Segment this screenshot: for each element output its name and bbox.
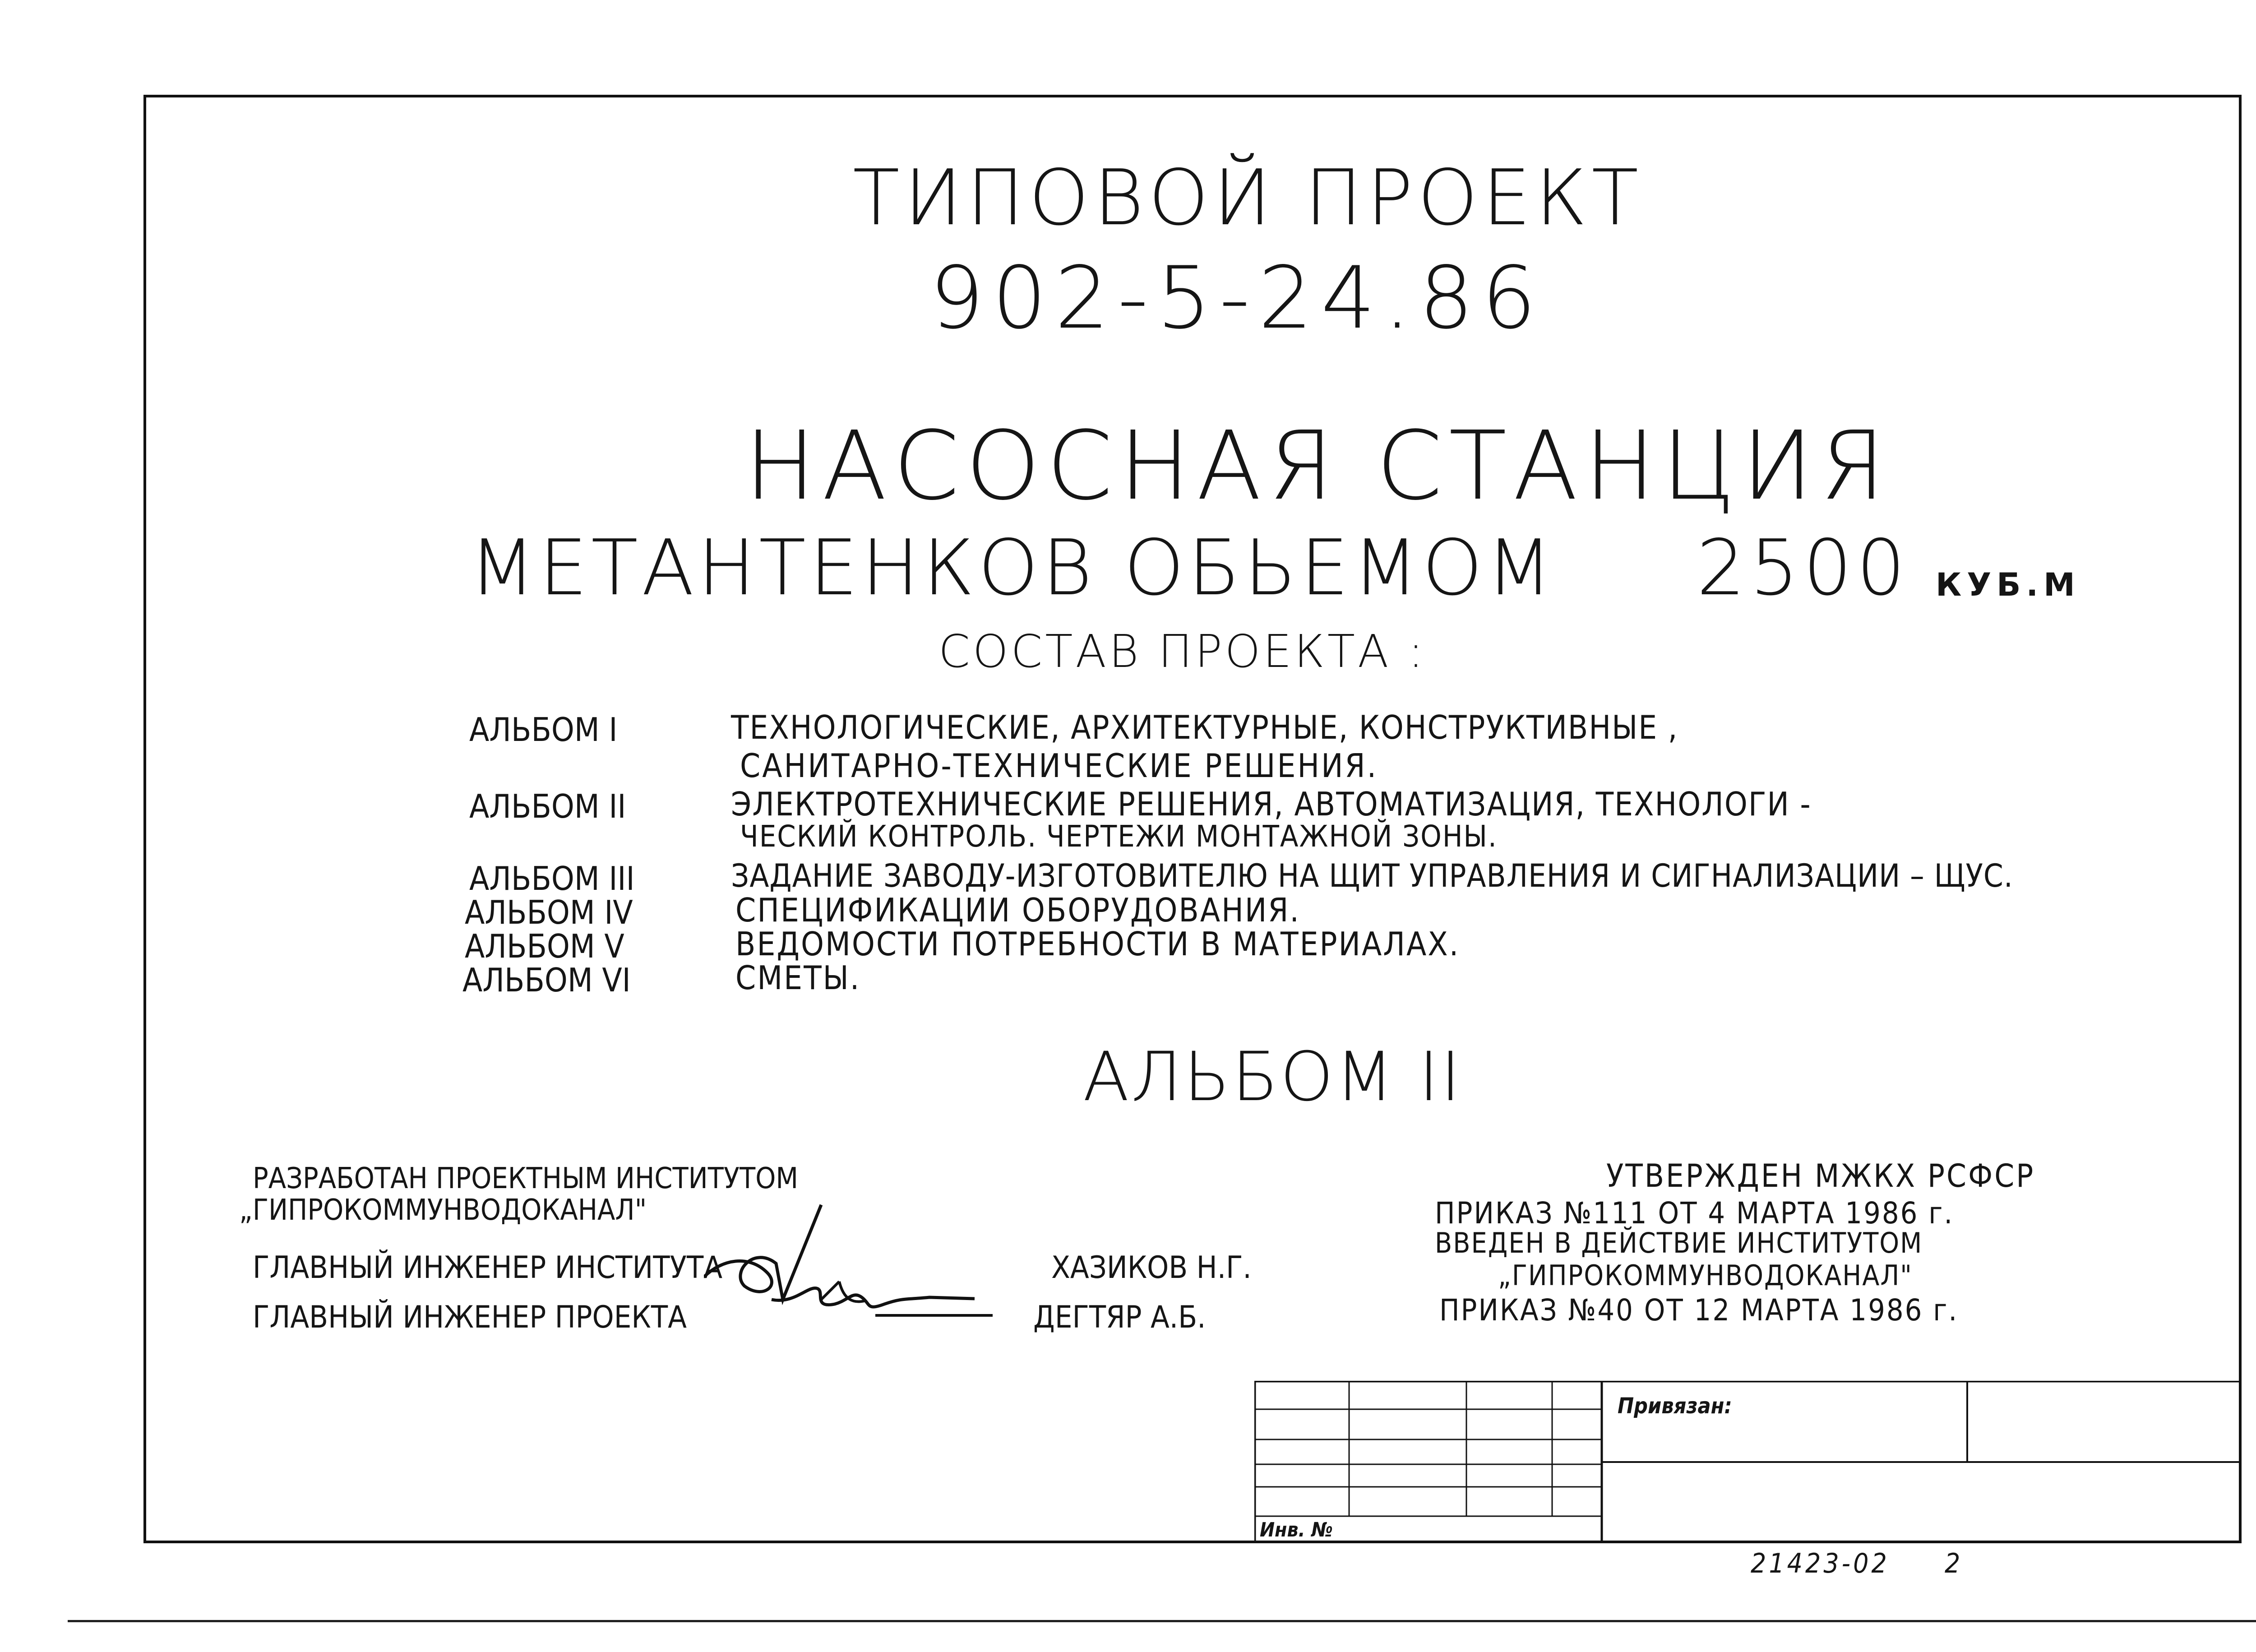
album-label: АЛЬБОМ V bbox=[465, 927, 624, 965]
trim-line bbox=[68, 1620, 2256, 1622]
title-block bbox=[1254, 1381, 2242, 1543]
album-description: ЭЛЕКТРОТЕХНИЧЕСКИЕ РЕШЕНИЯ, АВТОМАТИЗАЦИЯ, ТЕХНОЛОГИ - bbox=[731, 785, 1812, 823]
album-description: ЗАДАНИЕ ЗАВОДУ-ИЗГОТОВИТЕЛЮ НА ЩИТ УПРАВЛЕНИЯ И СИГНАЛИЗАЦИИ – ЩУС. bbox=[731, 857, 2013, 894]
signature-graphic bbox=[704, 1196, 993, 1349]
bound-label: Привязан: bbox=[1618, 1393, 1732, 1419]
introduction-order: ПРИКАЗ №40 ОТ 12 МАРТА 1986 г. bbox=[1439, 1293, 1959, 1328]
developer-line: РАЗРАБОТАН ПРОЕКТНЫМ ИНСТИТУТОМ bbox=[253, 1162, 799, 1195]
album-description: ЧЕСКИЙ КОНТРОЛЬ. ЧЕРТЕЖИ МОНТАЖНОЙ ЗОНЫ. bbox=[740, 819, 1498, 854]
volume-unit: КУБ.М bbox=[1936, 566, 2080, 603]
album-label: АЛЬБОМ IV bbox=[465, 893, 633, 931]
album-description: СМЕТЫ. bbox=[735, 959, 861, 997]
album-label: АЛЬБОМ III bbox=[469, 860, 635, 898]
project-type-label: ТИПОВОЙ ПРОЕКТ bbox=[853, 153, 1643, 243]
album-label: АЛЬБОМ II bbox=[469, 787, 626, 825]
composition-heading: СОСТАВ ПРОЕКТА : bbox=[938, 625, 1426, 678]
approval-line: УТВЕРЖДЕН МЖКХ РСФСР bbox=[1606, 1157, 2035, 1194]
sheet-number: 2 bbox=[1945, 1548, 1960, 1579]
album-description: САНИТАРНО-ТЕХНИЧЕСКИЕ РЕШЕНИЯ. bbox=[740, 747, 1378, 785]
title-line-2: МЕТАНТЕНКОВ ОБЬЕМОМ bbox=[469, 523, 1556, 613]
album-description: ТЕХНОЛОГИЧЕСКИЕ, АРХИТЕКТУРНЫЕ, КОНСТРУКТИВНЫЕ , bbox=[731, 708, 1678, 746]
album-description: СПЕЦИФИКАЦИИ ОБОРУДОВАНИЯ. bbox=[735, 891, 1300, 929]
document-number: 21423-02 bbox=[1751, 1548, 1890, 1579]
title-line-1: НАСОСНАЯ СТАНЦИЯ bbox=[744, 411, 1892, 521]
album-label: АЛЬБОМ VI bbox=[462, 961, 631, 999]
project-number: 902-5-24.86 bbox=[929, 248, 1544, 348]
chief-engineer-institute-name: ХАЗИКОВ Н.Г. bbox=[1051, 1250, 1252, 1286]
album-description: ВЕДОМОСТИ ПОТРЕБНОСТИ В МАТЕРИАЛАХ. bbox=[735, 925, 1460, 963]
chief-engineer-project-name: ДЕГТЯР А.Б. bbox=[1033, 1300, 1206, 1335]
developer-institute: „ГИПРОКОММУНВОДОКАНАЛ" bbox=[239, 1194, 647, 1227]
inventory-number-label: Инв. № bbox=[1260, 1518, 1333, 1541]
chief-engineer-institute-role: ГЛАВНЫЙ ИНЖЕНЕР ИНСТИТУТА bbox=[253, 1250, 723, 1286]
current-album: АЛЬБОМ II bbox=[1083, 1038, 1462, 1116]
chief-engineer-project-role: ГЛАВНЫЙ ИНЖЕНЕР ПРОЕКТА bbox=[253, 1300, 687, 1335]
volume-value: 2500 bbox=[1697, 523, 1910, 613]
introduction-institute: „ГИПРОКОММУНВОДОКАНАЛ" bbox=[1498, 1259, 1913, 1292]
introduction-line: ВВЕДЕН В ДЕЙСТВИЕ ИНСТИТУТОМ bbox=[1435, 1226, 1923, 1259]
approval-order: ПРИКАЗ №111 ОТ 4 МАРТА 1986 г. bbox=[1435, 1196, 1954, 1231]
title-block-grid bbox=[1254, 1381, 2242, 1543]
album-label: АЛЬБОМ I bbox=[469, 711, 618, 749]
